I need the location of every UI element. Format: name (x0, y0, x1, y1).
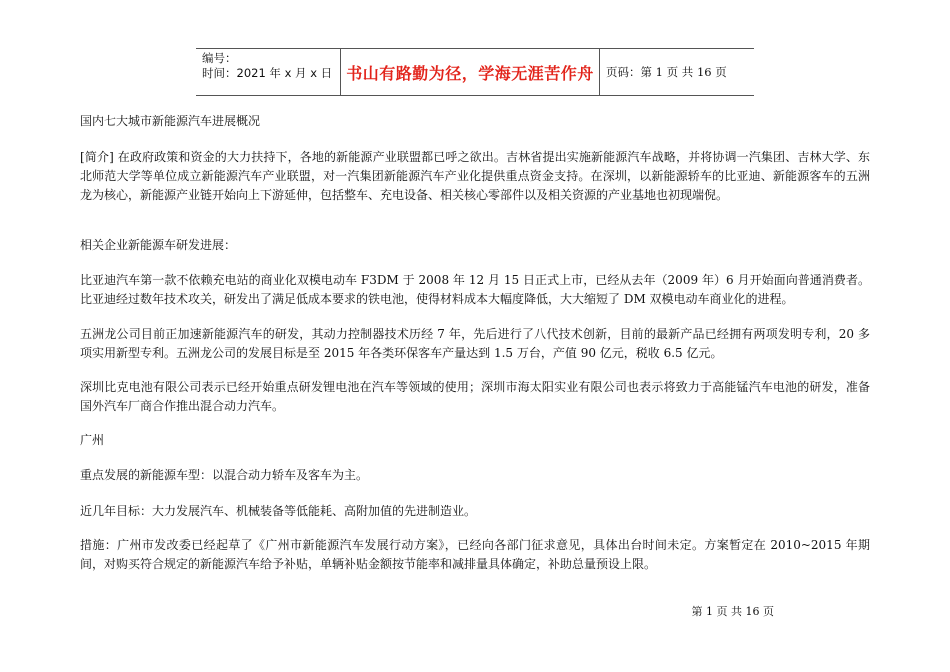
header-motto-cell (340, 49, 600, 95)
section-heading-guangzhou: 广州 (80, 433, 105, 447)
document-number-label: 编号： (202, 51, 237, 65)
guangzhou-targets: 近几年目标：大力发展汽车、机械装备等低能耗、高附加值的先进制造业。 (80, 504, 477, 518)
document-title: 国内七大城市新能源汽车进展概况 (80, 114, 261, 128)
guangzhou-vehicle-types: 重点发展的新能源车型：以混合动力轿车及客车为主。 (80, 468, 369, 482)
wuzhoulong-paragraph: 五洲龙公司目前正加速新能源汽车的研发，其动力控制器技术历经 7 年，先后进行了八代技术创新，目前的最新产品已经拥有两项发明专利，20 多项实用新型专利。五洲龙公司的发展目标是至 2015 年各类环保客车产量达到 1.5 万台，产值 90 亿元，税收 6.5 亿元。 (80, 327, 870, 360)
intro-paragraph: [简介] 在政府政策和资金的大力扶持下，各地的新能源产业联盟都已呼之欲出。吉林省提出实施新能源汽车战略，并将协调一汽集团、吉林大学、东北师范大学等单位成立新能源汽车产业联盟，对一汽集团新能源汽车产业化提供重点资金支持。在深圳，以新能源轿车的比亚迪、新能源客车的五洲龙为核心，新能源产业链开始向上下游延伸，包括整车、充电设备、相关核心零部件以及相关资源的产业基地也初现端倪。 (80, 150, 870, 202)
header-left-cell (196, 49, 340, 95)
header-table (196, 48, 754, 96)
byd-paragraph: 比亚迪汽车第一款不依赖充电站的商业化双模电动车 F3DM 于 2008 年 12 月 15 日正式上市，已经从去年（2009 年）6 月开始面向普通消费者。比亚迪经过数年技术攻关，研发出了满足低成本要求的铁电池，使得材料成本大幅度降低，大大缩短了 DM 双模电动车商业化的进程。 (80, 273, 870, 306)
header-page-number: 页码：第 1 页 共 16 页 (606, 65, 727, 79)
battery-paragraph: 深圳比克电池有限公司表示已经开始重点研发锂电池在汽车等领域的使用；深圳市海太阳实业有限公司也表示将致力于高能锰汽车电池的研发，准备国外汽车厂商合作推出混合动力汽车。 (80, 380, 870, 413)
section-heading-enterprise: 相关企业新能源车研发进展： (80, 238, 237, 252)
motto-text: 书山有路勤为径，学海无涯苦作舟 (346, 63, 594, 83)
document-time-label: 时间：2021 年 x 月 x 日 (202, 66, 333, 80)
footer-page-number: 第 1 页 共 16 页 (691, 605, 774, 618)
header-page-cell (600, 49, 754, 95)
guangzhou-measures: 措施：广州市发改委已经起草了《广州市新能源汽车发展行动方案》，已经向各部门征求意见，具体出台时间未定。方案暂定在 2010~2015 年期间，对购买符合规定的新能源汽车给予补贴，单辆补贴金额按节能率和减排量具体确定，补助总量预设上限。 (80, 538, 870, 571)
